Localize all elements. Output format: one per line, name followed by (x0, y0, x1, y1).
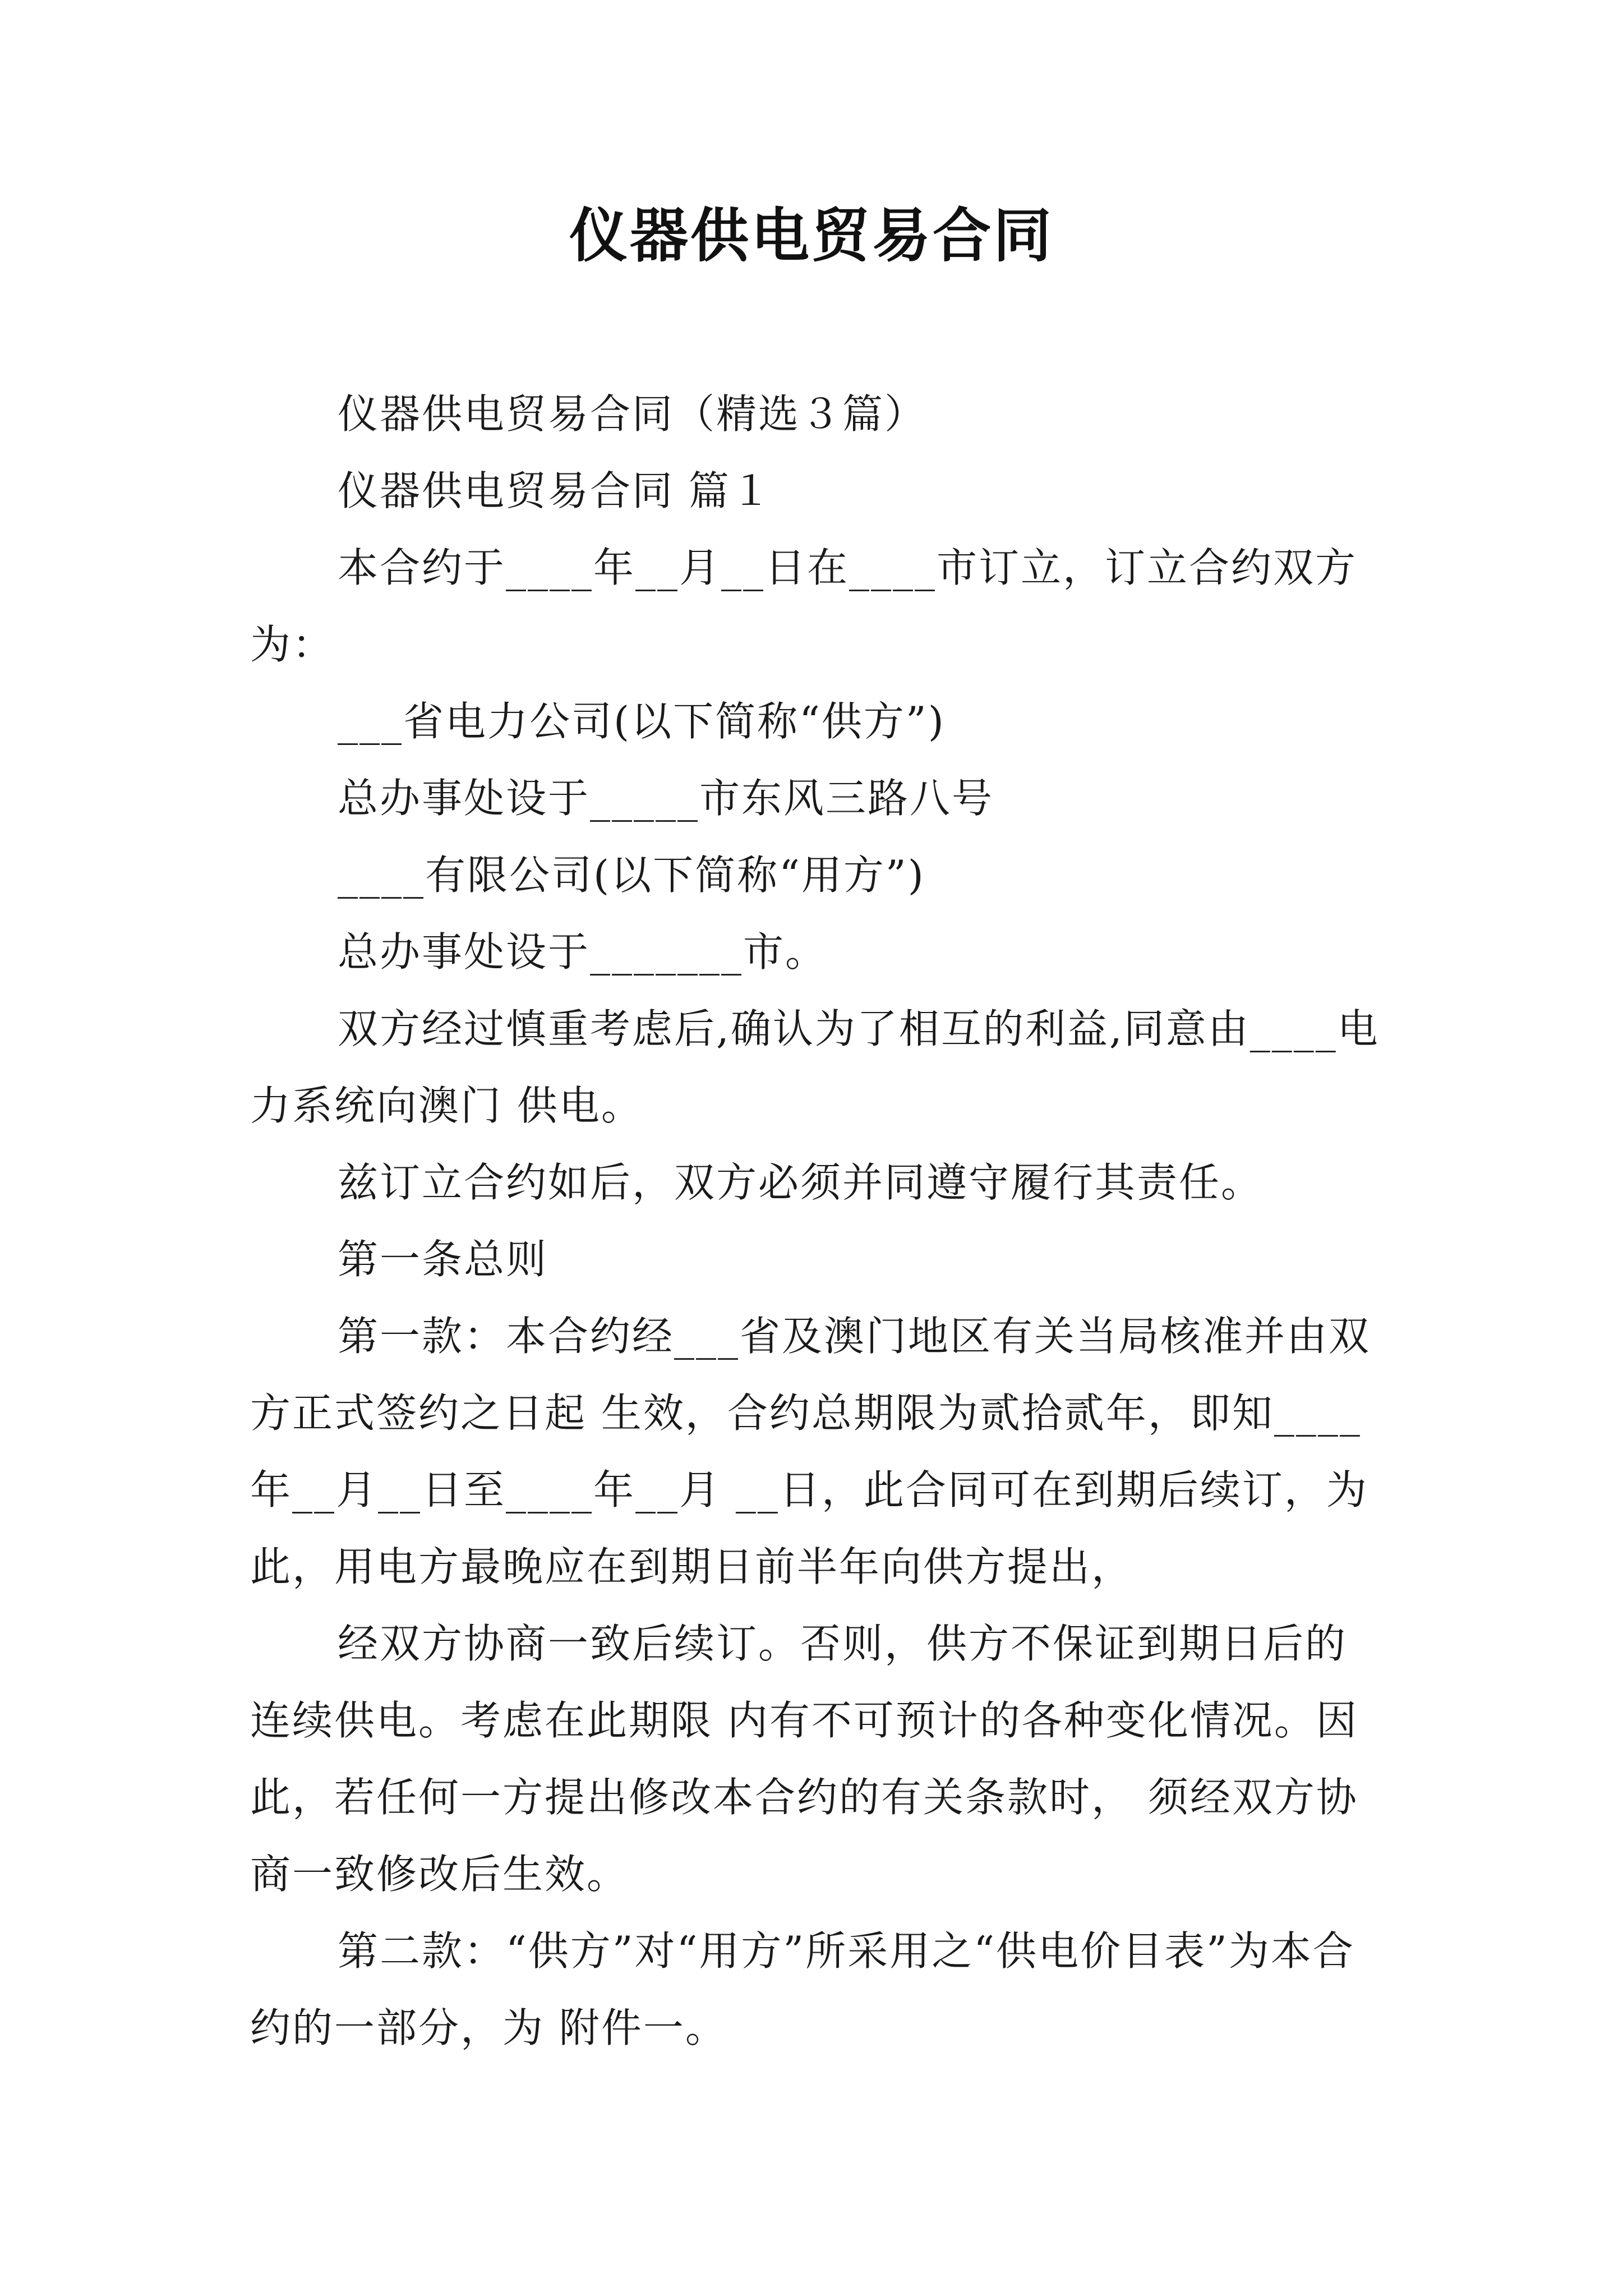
document-title: 仪器供电贸易合同 (569, 201, 1054, 270)
paragraph: 总办事处设于_____市东风三路八号 (338, 775, 994, 822)
paragraph: 兹订立合约如后，双方必须并同遵守履行其责任。 (338, 1159, 1264, 1206)
paragraph: 总办事处设于_______市。 (338, 928, 828, 976)
paragraph: ___省电力公司(以下简称“供方”) (338, 698, 946, 745)
paragraph: 经双方协商一致后续订。否则，供方不保证到期日后的连续供电。考虑在此期限 内有不可预计的各种变化情况。因此，若任何一方提出修改本合约的有关条款时， 须经双方协商一致修改后生效。 (250, 1620, 1358, 1898)
paragraph: 第一款：本合约经___省及澳门地区有关当局核准并由双方正式签约之日起 生效，合约总期限为贰拾贰年，即知____年__月__日至____年__月 __日，此合同可在到期后续订，为此，用电方最晚应在到期日前半年向供方提出， (250, 1313, 1371, 1590)
paragraph: 第二款：“供方”对“用方”所采用之“供电价目表”为本合约的一部分，为 附件一。 (250, 1927, 1355, 2051)
document-body (250, 376, 1383, 2067)
paragraph: 双方经过慎重考虑后,确认为了相互的利益,同意由____电力系统向澳门 供电。 (250, 1005, 1380, 1129)
paragraph-subtitle: 仪器供电贸易合同（精选３篇） (338, 390, 927, 438)
paragraph: ____有限公司(以下简称“用方”) (338, 852, 925, 899)
paragraph-section-heading: 仪器供电贸易合同 篇１ (338, 467, 773, 514)
paragraph-article-heading: 第一条总则 (338, 1236, 548, 1283)
paragraph: 本合约于____年__月__日在____市订立，订立合约双方为： (250, 544, 1358, 668)
